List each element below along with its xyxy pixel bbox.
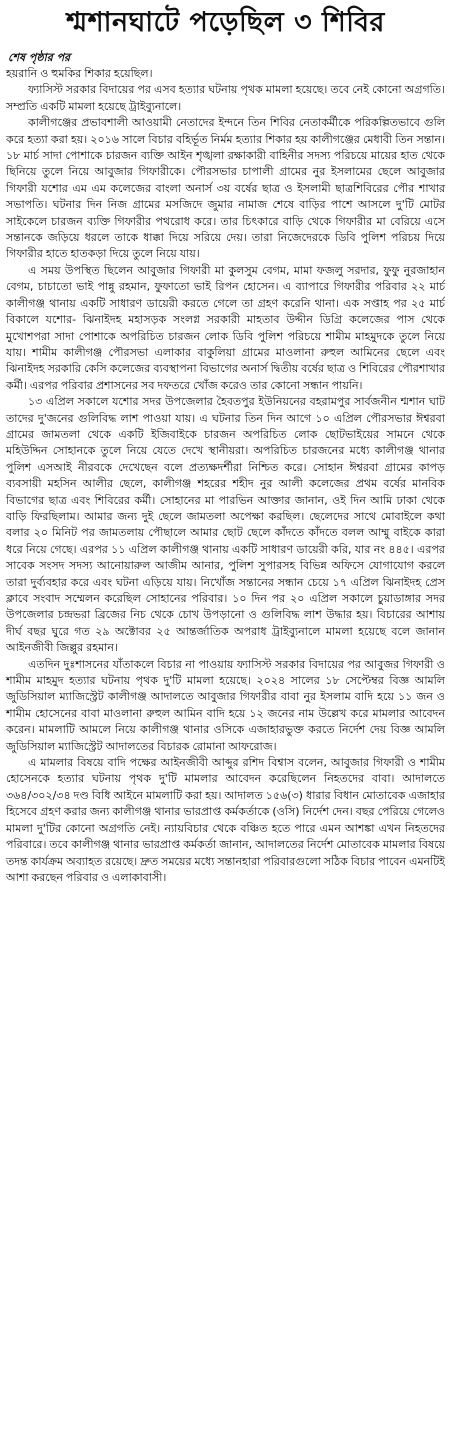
paragraph: হয়রানি ও হুমকির শিকার হয়েছিল।: [6, 67, 153, 80]
paragraph: এ মামলার বিষয়ে বাদি পক্ষের আইনজীবী আব্দুর রশিদ বিশ্বাস বলেন, আবুজার গিফারী ও শামীম হোসেনকে হত্যার ঘটনায় পৃথক দু'টি মামলার আবেদন করেছিলেন নিহতদের বাবা। আদালতে ৩৬৪/৩০২/৩৪ দণ্ড বিধি আইনে মামলাটি করা হয়। আদালত ১৫৬(৩) ধারার বিধান মোতাবেক এজাহার হিসেবে গ্রহণ করার জন্য কালীগঞ্জ থানার ভারপ্রাপ্ত কর্মকর্তাকে (ওসি) নির্দেশ দেন। বছর পেরিয়ে গেলেও মামলা দু'টির কোনো অগ্রগতি নেই। ন্যায়বিচার থেকে বঞ্চিত হতে পারে এমন আশঙ্কা এখন নিহতদের পরিবারে। তবে কালীগঞ্জ থানার ভারপ্রাপ্ত কর্মকর্তা জানান, আদালতের নির্দেশ মোতাবেক মামলার বিষয়ে তদন্ত কার্যক্রম অব্যাহত রয়েছে। দ্রুত সময়ের মধ্যে সন্তানহারা পরিবারগুলো সঠিক বিচার পাবেন এমনটিই আশা করছেন পরিবার ও এলাকাবাসী।: [6, 756, 445, 884]
paragraph: এতদিন দুঃশাসনের যাঁতাকলে বিচার না পাওয়ায় ফ্যাসিস্ট সরকার বিদায়ের পর আবুজর গিফারী ও শামীম মাহমুদ হত্যার ঘটনায় পৃথক দু'টি মামলা হয়েছে। ২০২৪ সালের ১৮ সেপ্টেম্বর বিজ্ঞ আমলি জুডিসিয়াল ম্যাজিস্ট্রেট কালীগঞ্জ আদালতে আবুজার গিফারীর বাবা নুর ইসলাম বাদি হয়ে ১১ জন ও শামীম হোসেনের বাবা মাওলানা রুহুল আমিন বাদি হয়ে ১২ জনের নাম উল্লেখ করে মামলার আবেদন করেন। মামলাটি আমলে নিয়ে কালীগঞ্জ থানার ওসিকে এজাহারভুক্ত করতে নির্দেশ দেয় বিজ্ঞ আমলি জুডিসিয়াল ম্যাজিস্ট্রেট আদালতের বিচারক রোমানা আফরোজ।: [6, 657, 445, 753]
paragraph: এ সময় উপস্থিত ছিলেন আবুজার গিফারী মা কুলসুম বেগম, মামা ফজলু সরদার, ফুফু নুরজাহান বেগম, চাচাতো ভাই পান্নু রহমান, ফুফাতো ভাই রিপন হোসেন। এ ব্যাপারে গিফারীর পরিবার ২২ মার্চ কালীগঞ্জ থানায় একটি সাধারণ ডায়েরী করতে গেলে তা গ্রহণ করেনি থানা। এক সপ্তাহ পর ২৫ মার্চ বিকালে যশোর- ঝিনাইদহ মহাসড়ক সংলগ্ন সরকারী মাহতাব উদ্দীন ডিগ্রি কলেজের পাস থেকে মুখোশপরা সাদা পোশাকে অপরিচিত চারজন লোক ডিবি পুলিশ পরিচয়ে শামীম মাহমুদকে তুলে নিয়ে যায়। শামীম কালীগঞ্জ পৌরসভা এলাকার বাকুলিয়া গ্রামের মাওলানা রুহুল আমিনের ছেলে এবং ঝিনাইদহ সরকারি কেসি কলেজের ব্যবস্থাপনা বিভাগের অনার্স দ্বিতীয় বর্ষের ছাত্র ও শিবিরের পৌরশাখার কর্মী। এরপর পরিবার প্রশাসনের সব দফতরে খোঁজ করেও তার কোনো সন্ধান পায়নি।: [6, 263, 445, 392]
article-body: [6, 66, 445, 886]
paragraph: কালীগঞ্জের প্রভাবশালী আওয়ামী নেতাদের ইন্দনে তিন শিবির নেতাকর্মীকে পরিকল্পিতভাবে গুলি করে হত্যা করা হয়। ২০১৬ সালে বিচার বহির্ভূত নির্মম হত্যার শিকার হয় কালীগঞ্জের মেধাবী তিন সন্তান। ১৮ মার্চ সাদা পোশাকে চারজন ব্যক্তি আইন শৃঙ্খলা রক্ষাকারী বাহিনীর সদস্য পরিচয়ে মায়ের হাত থেকে ছিনিয়ে তুলে নিয়ে আবুজার গিফারীকে। পৌরসভার চাপালী গ্রামের নুর ইসলামের ছেলে আবুজার গিফারী যশোর এম এম কলেজের বাংলা অনার্স ৩য় বর্ষের ছাত্র ও ইসলামী ছাত্রশিবিরের পৌর শাখার সভাপতি। ঘটনার দিন নিজ গ্রামের মসজিদে জুমার নামাজ শেষে বাড়ির পাশে আসলে দু'টি মোটর সাইকেলে চারজন ব্যক্তি গিফারীর পথরোধ করে। তার চিৎকারে বাড়ি থেকে গিফারীর মা বেরিয়ে এসে সন্তানকে জড়িয়ে ধরলে তাকে ধাক্কা দিয়ে সরিয়ে দেয়। তারা নিজেদেরকে ডিবি পুলিশ পরিচয় দিয়ে গিফারীর হাতে হাতকড়া দিয়ে তুলে নিয়ে যায়।: [6, 116, 445, 261]
paragraph: ফ্যাসিস্ট সরকার বিদায়ের পর এসব হত্যার ঘটনায় পৃথক মামলা হয়েছে। তবে নেই কোনো অগ্রগতি। সম্প্রতি একটি মামলা হয়েছে ট্রাইব্যুনালে।: [6, 83, 445, 113]
continuation-label: শেষ পৃষ্ঠার পর: [8, 51, 71, 64]
headline: শ্মশানঘাটে পড়েছিল ৩ শিবির: [66, 7, 385, 38]
paragraph: ১৩ এপ্রিল সকালে যশোর সদর উপজেলার হৈবতপুর ইউনিয়নের বহরামপুর সার্বজনীন শ্মশান ঘাট তাদের দু'জনের গুলিবিদ্ধ লাশ পাওয়া যায়। এ ঘটনার তিন দিন আগে ১০ এপ্রিল পৌরসভার ঈশ্বরবা গ্রামের জামতলা থেকে একটি ইজিবাইকে চারজন অপরিচিত লোক ছোটভাইয়ের সামনে থেকে মহিউদ্দিন সোহানকে তুলে নিয়ে যেতে দেখে স্থানীয়রা। অপরিচিত চারজনের মধ্যে কালীগঞ্জ থানার পুলিশ এসআই নীরবকে দেখেছেন বলে প্রত্যক্ষদর্শীরা নিশ্চিত করে। সোহান ঈশ্বরবা গ্রামের কাপড় ব্যবসায়ী মহসিন আলীর ছেলে, কালীগঞ্জ শহরের শহীদ নুর আলী কলেজের প্রথম বর্ষের মানবিক বিভাগের ছাত্র এবং শিবিরের কর্মী। সোহানের মা পারভিন আক্তার জানান, ওই দিন আমি ঢাকা থেকে বাড়ি ফিরছিলাম। আমার জন্য দুই ছেলে জামতলা অপেক্ষা করছিল। ছেলেদের সাথে মোবাইলে কথা বলার ২০ মিনিট পর জামতলায় পৌছালে আমার ছোট ছেলে কাঁদতে কাঁদতে বলল আম্মু বাইকে কারা ধরে নিয়ে গেছে। এরপর ১১ এপ্রিল কালীগঞ্জ থানায় একটি সাধারণ ডায়েরী করি, যার নং ৪৪৫। এরপর সাবেক সংসদ সদস্য আনোয়ারুল আজীম আনার, পুলিশ সুপারসহ বিভিন্ন অফিসে যোগাযোগ করলে তারা দুর্ব্যবহার করে এবং ঘটনা এড়িয়ে যায়। নিখোঁজ সন্তানের সন্ধান চেয়ে ১৭ এপ্রিল ঝিনাইদহ প্রেস ক্লাবে সংবাদ সম্মেলন করেছিল সোহানের পরিবার। ১০ দিন পর ২০ এপ্রিল সকালে চুয়াডাঙ্গার সদর উপজেলার চন্দ্রভরা ব্রিজের নিচ থেকে চোখ উপড়ানো ও গুলিবিদ্ধ লাশ উদ্ধার হয়। বিচারের আশায় দীর্ঘ বছর ঘুরে গত ২৯ অক্টোবর ২৫ আন্তর্জাতিক অপরাধ ট্রাইব্যুনালে মামলা হয়েছে বলে জানান আইনজীবী জিল্লুর রহমান।: [6, 395, 445, 655]
